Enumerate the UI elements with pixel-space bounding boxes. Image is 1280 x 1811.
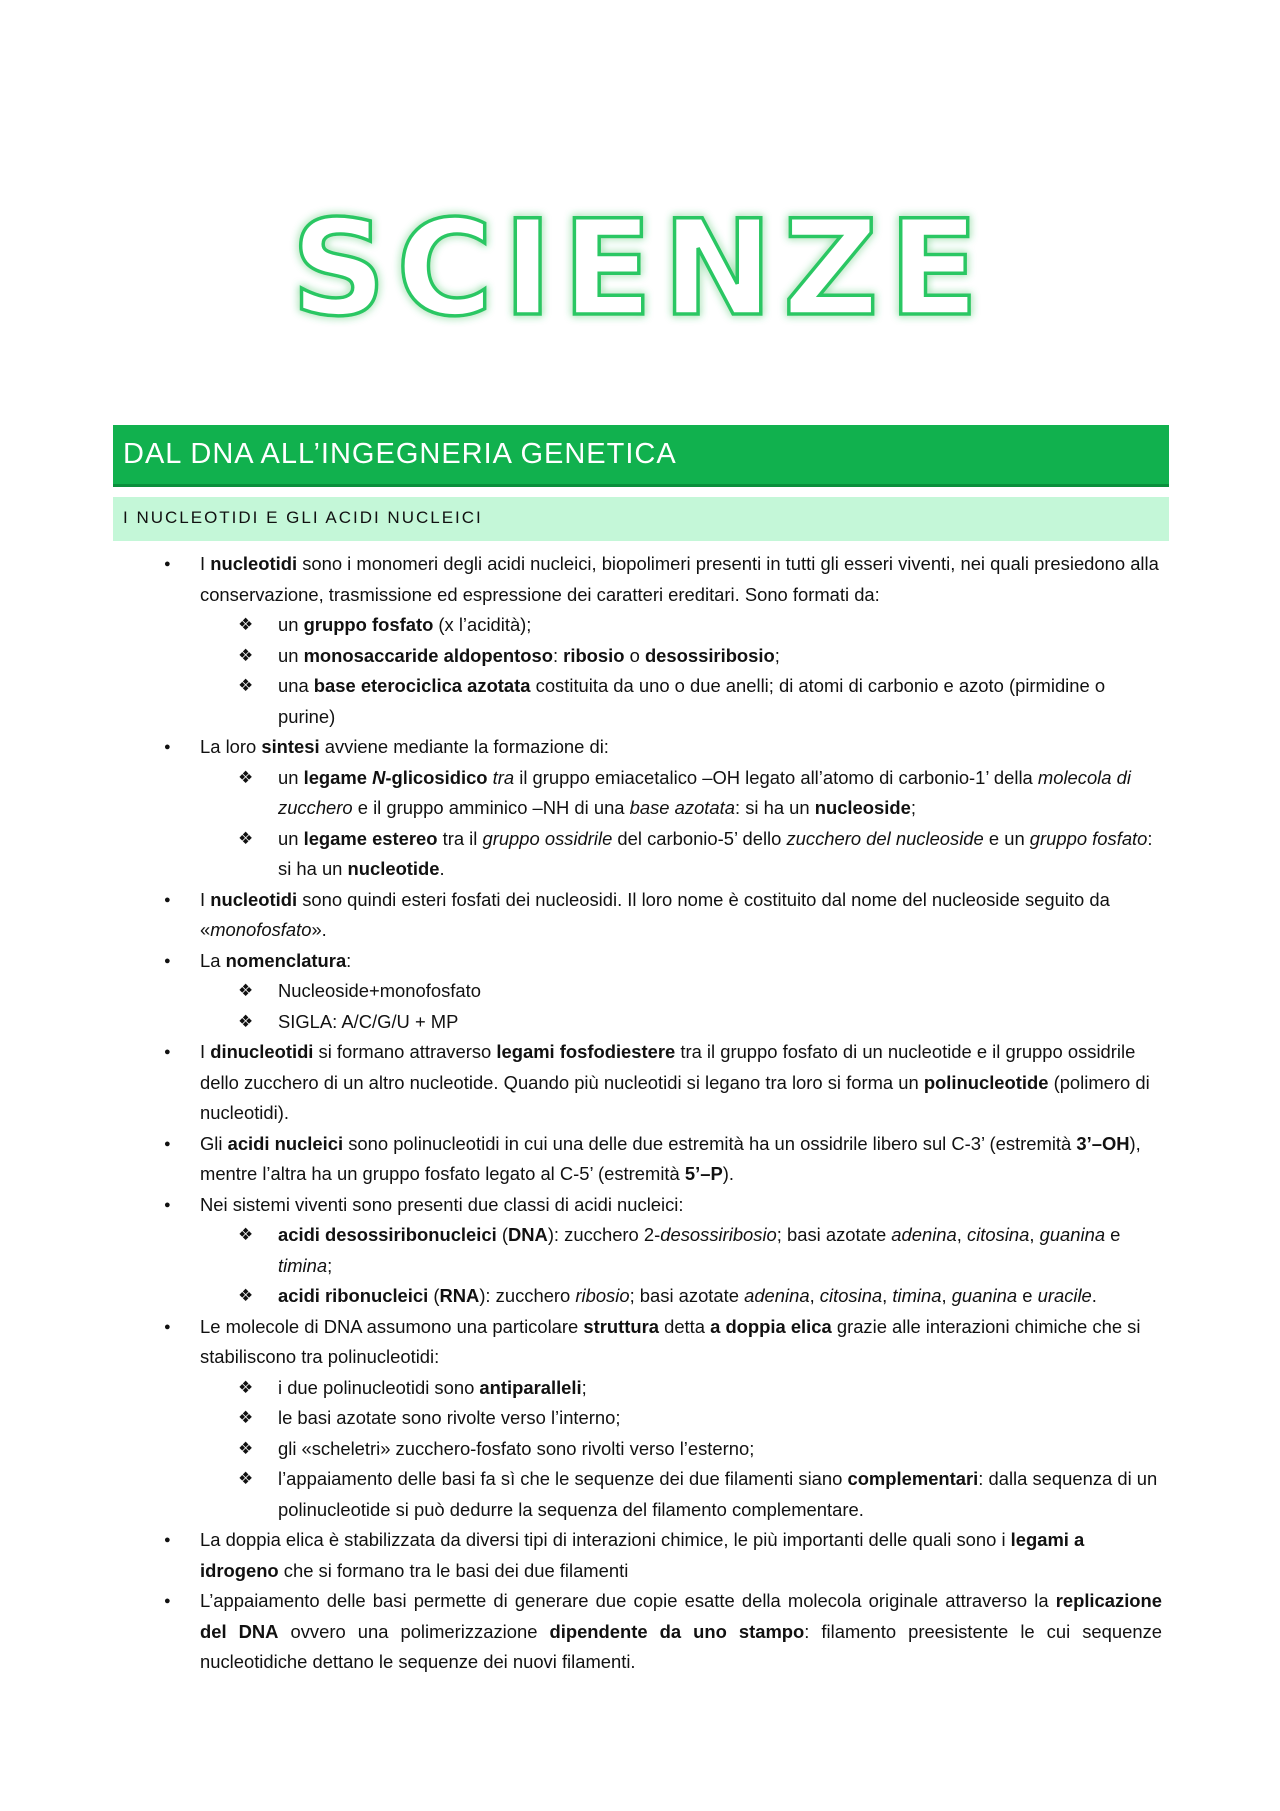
list-item: ● I dinucleotidi si formano attraverso legami fosfodiestere tra il gruppo fosfato di un nucleotide e il gruppo ossidrile dello zucchero di un altro nucleotide. Quando più nucleotidi si legano tra loro si forma un polinucleotide (polimero di nucleotidi).: [0, 1037, 1162, 1129]
sub-list-item: ❖ SIGLA: A/C/G/U + MP: [278, 1007, 1162, 1038]
sub-list: [200, 976, 1162, 1037]
bullet-list: [0, 549, 1280, 1678]
sub-list: [200, 1220, 1162, 1312]
sub-list: [200, 1373, 1162, 1526]
sub-list-item: ❖ Nucleoside+monofosfato: [278, 976, 1162, 1007]
content-body: [0, 549, 1280, 1678]
sub-list: [200, 610, 1162, 732]
list-item: ● La doppia elica è stabilizzata da diversi tipi di interazioni chimice, le più importanti delle quali sono i legami a idrogeno che si formano tra le basi dei due filamenti: [0, 1525, 1162, 1586]
list-item: ● L’appaiamento delle basi permette di generare due copie esatte della molecola originale attraverso la replicazione del DNA ovvero una polimerizzazione dipendente da uno stampo: filamento preesistente le cui sequenze nucleotidiche dettano le sequenze dei nuovi filamenti.: [0, 1586, 1162, 1678]
list-item: ● I nucleotidi sono i monomeri degli acidi nucleici, biopolimeri presenti in tutti gli esseri viventi, nei quali presiedono alla conservazione, trasmissione ed espressione dei caratteri ereditari. Sono formati da: ❖ un gruppo fosfato (x l’acidità); ❖ un monosaccaride aldopentoso: ribosio o desossiribosio; ❖ una base eterociclica azotata costituita da uno o due anelli; di atomi di carbonio e azoto (pirmidine o purine): [0, 549, 1162, 732]
list-item: ● Le molecole di DNA assumono una particolare struttura detta a doppia elica grazie alle interazioni chimiche che si stabiliscono tra polinucleotidi: ❖ i due polinucleotidi sono antiparalleli; ❖ le basi azotate sono rivolte verso l’interno; ❖ gli «scheletri» zucchero-fosfato sono rivolti verso l’esterno; ❖ l’appaiamento delle basi fa sì che le sequenze dei due filamenti siano complementari: dalla sequenza di un polinucleotide si può dedurre la sequenza del filamento complementare.: [0, 1312, 1162, 1526]
title-wordart: [0, 190, 1280, 350]
sub-list-item: ❖ acidi ribonucleici (RNA): zucchero ribosio; basi azotate adenina, citosina, timina, guanina e uracile.: [278, 1281, 1162, 1312]
subsection-heading: I NUCLEOTIDI E GLI ACIDI NUCLEICI: [123, 508, 483, 527]
sub-list-item: ❖ le basi azotate sono rivolte verso l’interno;: [278, 1403, 1162, 1434]
sub-list-item: ❖ l’appaiamento delle basi fa sì che le sequenze dei due filamenti siano complementari: dalla sequenza di un polinucleotide si può dedurre la sequenza del filamento complementare.: [278, 1464, 1162, 1525]
sub-list-item: ❖ un legame estereo tra il gruppo ossidrile del carbonio-5’ dello zucchero del nucleoside e un gruppo fosfato: si ha un nucleotide.: [278, 824, 1162, 885]
sub-list-item: ❖ acidi desossiribonucleici (DNA): zucchero 2-desossiribosio; basi azotate adenina, citosina, guanina e timina;: [278, 1220, 1162, 1281]
sub-list-item: ❖ un gruppo fosfato (x l’acidità);: [278, 610, 1162, 641]
list-item: ● La nomenclatura: ❖ Nucleoside+monofosfato ❖ SIGLA: A/C/G/U + MP: [0, 946, 1162, 1038]
list-item: ● La loro sintesi avviene mediante la formazione di: ❖ un legame N-glicosidico tra il gruppo emiacetalico –OH legato all’atomo di carbonio-1’ della molecola di zucchero e il gruppo amminico –NH di una base azotata: si ha un nucleoside; ❖ un legame estereo tra il gruppo ossidrile del carbonio-5’ dello zucchero del nucleoside e un gruppo fosfato: si ha un nucleotide.: [0, 732, 1162, 885]
list-item: ● Nei sistemi viventi sono presenti due classi di acidi nucleici: ❖ acidi desossiribonucleici (DNA): zucchero 2-desossiribosio; basi azotate adenina, citosina, guanina e timina; ❖ acidi ribonucleici (RNA): zucchero ribosio; basi azotate adenina, citosina, timina, guanina e uracile.: [0, 1190, 1162, 1312]
subsection-heading-bar: [113, 497, 1169, 541]
list-item: ● I nucleotidi sono quindi esteri fosfati dei nucleosidi. Il loro nome è costituito dal nome del nucleoside seguito da «monofosfato».: [0, 885, 1162, 946]
sub-list: [200, 763, 1162, 885]
sub-list-item: ❖ gli «scheletri» zucchero-fosfato sono rivolti verso l’esterno;: [278, 1434, 1162, 1465]
sub-list-item: ❖ un monosaccaride aldopentoso: ribosio o desossiribosio;: [278, 641, 1162, 672]
title-text: SCIENZE: [291, 192, 989, 346]
sub-list-item: ❖ una base eterociclica azotata costituita da uno o due anelli; di atomi di carbonio e azoto (pirmidine o purine): [278, 671, 1162, 732]
page-title: [0, 190, 1280, 350]
section-heading-bar: [113, 425, 1169, 487]
list-item: ● Gli acidi nucleici sono polinucleotidi in cui una delle due estremità ha un ossidrile libero sul C-3’ (estremità 3’–OH), mentre l’altra ha un gruppo fosfato legato al C-5’ (estremità 5’–P).: [0, 1129, 1162, 1190]
sub-list-item: ❖ i due polinucleotidi sono antiparalleli;: [278, 1373, 1162, 1404]
section-heading: DAL DNA ALL’INGEGNERIA GENETICA: [123, 438, 677, 470]
sub-list-item: ❖ un legame N-glicosidico tra il gruppo emiacetalico –OH legato all’atomo di carbonio-1’ della molecola di zucchero e il gruppo amminico –NH di una base azotata: si ha un nucleoside;: [278, 763, 1162, 824]
